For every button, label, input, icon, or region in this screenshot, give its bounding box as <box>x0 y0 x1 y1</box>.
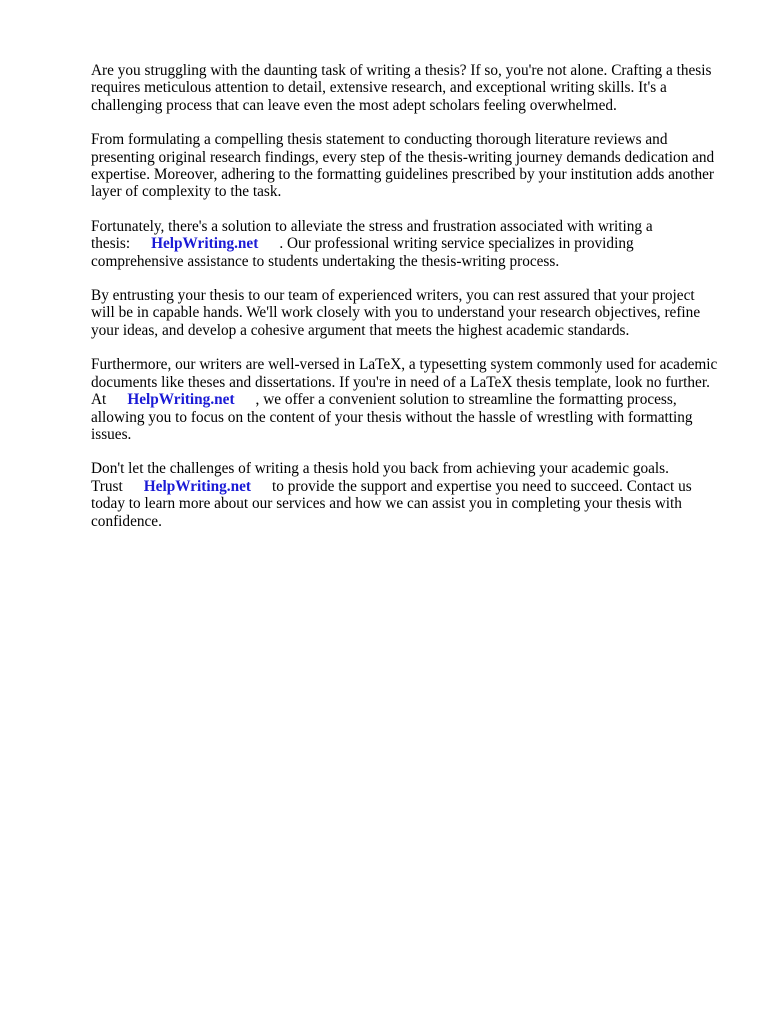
paragraph-text: Furthermore, our writers are well-versed in LaTeX, a typesetting system commonly used for academic documents like theses and dissertations. If you're in need of a LaTeX thesis template, look no further. At <box>91 356 718 409</box>
paragraph-text: Fortunately, there's a solution to alleviate the stress and frustration associated with writing a thesis: <box>91 217 653 253</box>
paragraph-latex <box>91 356 721 443</box>
paragraph-closing <box>91 460 721 530</box>
paragraph-solution <box>91 218 721 270</box>
paragraph-challenges: From formulating a compelling thesis statement to conducting thorough literature reviews and presenting original research findings, every step of the thesis-writing journey demands dedication and expertise. Moreover, adhering to the formatting guidelines prescribed by your institution adds another layer of complexity to the task. <box>91 131 715 201</box>
paragraph-text: . Our professional writing service specializes in providing comprehensive assistance to students undertaking the thesis-writing process. <box>91 235 634 270</box>
paragraph-text: Don't let the challenges of writing a thesis hold you back from achieving your academic goals. Trust <box>91 460 669 495</box>
paragraph-writers: By entrusting your thesis to our team of experienced writers, you can rest assured that your project will be in capable hands. We'll work closely with you to understand your research objectives, refine your ideas, and develop a cohesive argument that meets the highest academic standards. <box>91 287 701 339</box>
helpwriting-link[interactable]: HelpWriting.net <box>151 235 259 253</box>
helpwriting-link[interactable]: HelpWriting.net <box>143 477 251 495</box>
paragraph-intro: Are you struggling with the daunting task of writing a thesis? If so, you're not alone. Crafting a thesis requires meticulous attention to detail, extensive research, and exceptional writing skills. It's a challenging process that can leave even the most adept scholars feeling overwhelmed. <box>91 62 712 114</box>
helpwriting-link[interactable]: HelpWriting.net <box>127 391 235 409</box>
paragraph-text: , we offer a convenient solution to streamline the formatting process, allowing you to focus on the content of your thesis without the hassle of wrestling with formatting issues. <box>91 391 693 443</box>
paragraph-text: to provide the support and expertise you need to succeed. Contact us today to learn more about our services and how we can assist you in completing your thesis with confidence. <box>91 477 692 530</box>
document-body <box>91 62 721 547</box>
